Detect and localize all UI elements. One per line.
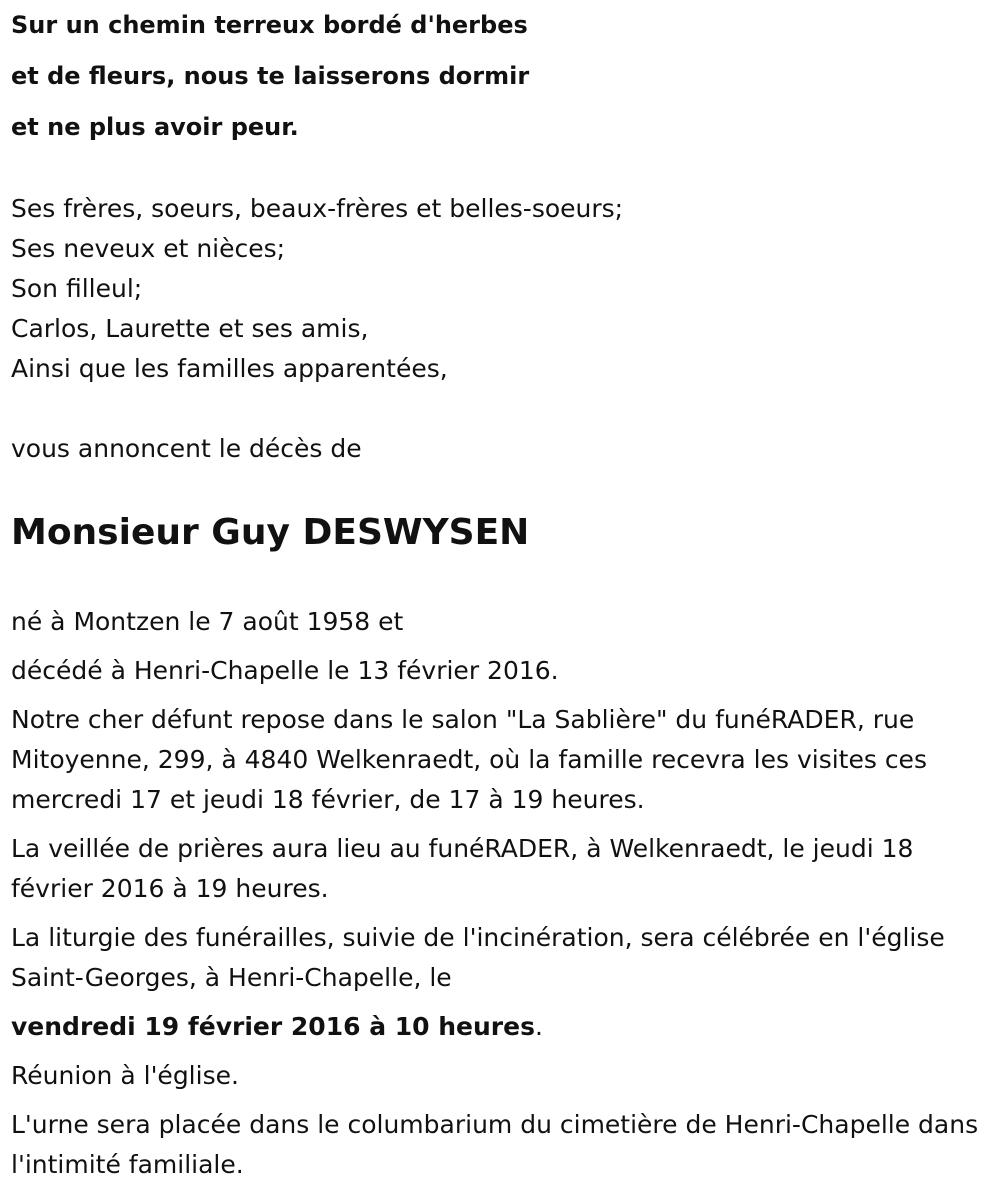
birth-info: né à Montzen le 7 août 1958 et (11, 607, 404, 636)
poem-line: et de fleurs, nous te laisserons dormir (11, 62, 530, 90)
death-info: décédé à Henri-Chapelle le 13 février 2016. (11, 656, 559, 685)
urn-info: L'urne sera placée dans le columbarium du cimetière de Henri-Chapelle dans l'intimité familiale. (11, 1110, 979, 1179)
obituary-notice (11, 0, 991, 1194)
vigil-info: La veillée de prières aura lieu au funéRADER, à Welkenraedt, le jeudi 18 février 2016 à 19 heures. (11, 834, 914, 903)
poem (11, 0, 991, 153)
family-line: Ses neveux et nièces; (11, 234, 286, 263)
meeting-info: Réunion à l'église. (11, 1061, 239, 1090)
funeral-date: vendredi 19 février 2016 à 10 heures (11, 1012, 535, 1041)
family-line: Carlos, Laurette et ses amis, (11, 314, 369, 343)
liturgy-info: La liturgie des funérailles, suivie de l'incinération, sera célébrée en l'église Saint-Georges, à Henri-Chapelle, le (11, 923, 945, 992)
funeral-date-line (11, 1007, 991, 1047)
poem-line: et ne plus avoir peur. (11, 113, 299, 141)
rest-info: Notre cher défunt repose dans le salon "La Sablière" du funéRADER, rue Mitoyenne, 299, à 4840 Welkenraedt, où la famille recevra les visites ces mercredi 17 et jeudi 18 février, de 17 à 19 heures. (11, 705, 927, 814)
deceased-name: Monsieur Guy DESWYSEN (11, 512, 530, 553)
funeral-date-suffix: . (534, 1012, 543, 1041)
poem-line: Sur un chemin terreux bordé d'herbes (11, 11, 528, 39)
family-list (11, 189, 991, 389)
family-line: Son filleul; (11, 274, 143, 303)
announcement: vous annoncent le décès de (11, 434, 362, 463)
details (11, 602, 991, 1185)
family-line: Ainsi que les familles apparentées, (11, 354, 448, 383)
family-line: Ses frères, soeurs, beaux-frères et belles-soeurs; (11, 194, 624, 223)
